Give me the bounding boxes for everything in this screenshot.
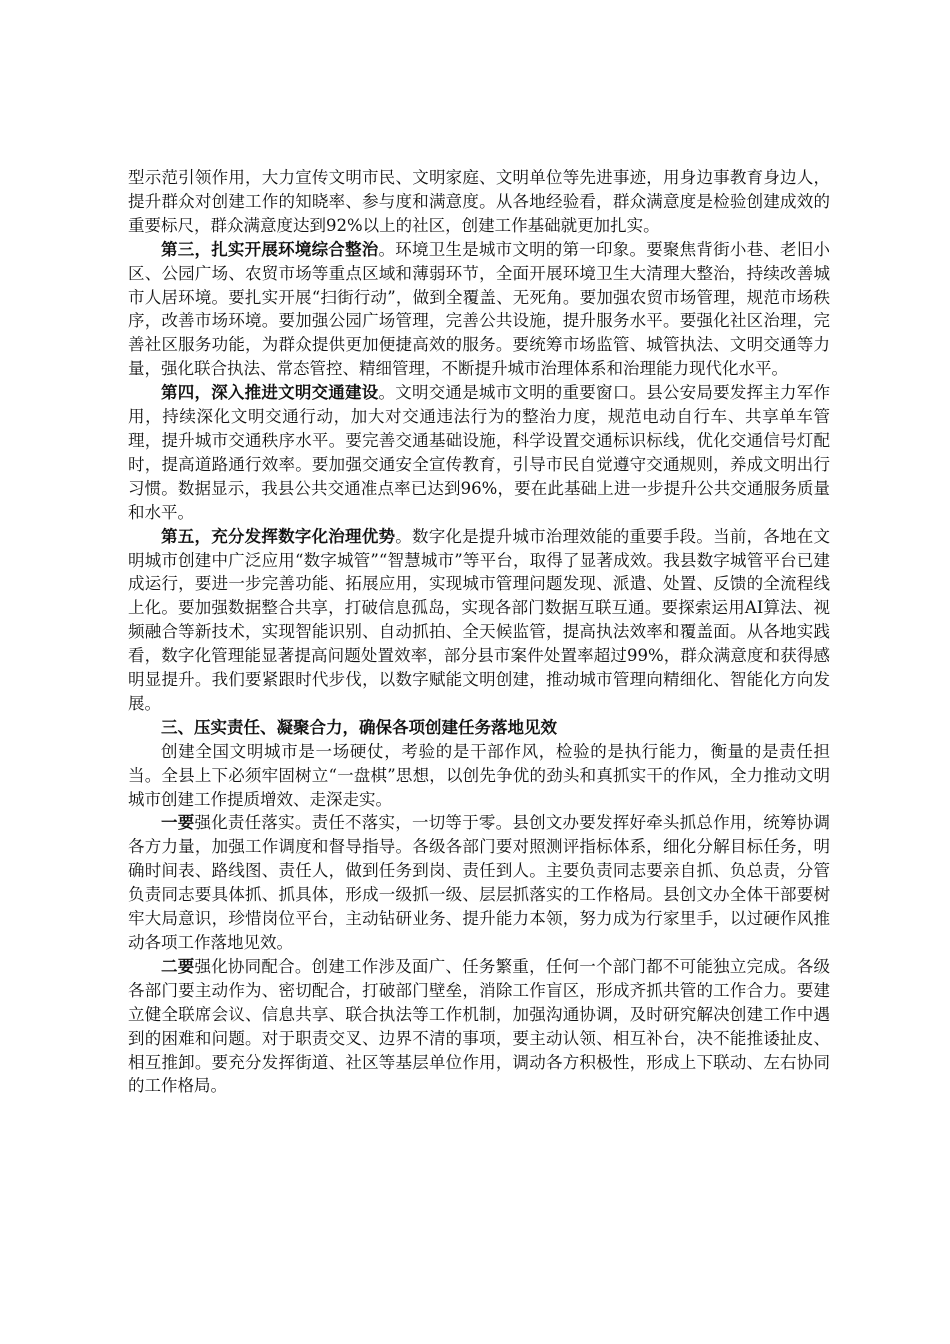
paragraph-lead: 第四，深入推进文明交通建设 bbox=[161, 383, 379, 403]
paragraph-lead: 二要 bbox=[161, 956, 195, 976]
paragraph-text: 型示范引领作用，大力宣传文明市民、文明家庭、文明单位等先进事迹，用身边事教育身边人，提升群众对创建工作的知晓率、参与度和满意度。从各地经验看，群众满意度是检验创建成效的重要标尺，群众满意度达到92%以上的社区，创建工作基础就更加扎实。 bbox=[128, 168, 830, 235]
paragraph-lead: 第五，充分发挥数字化治理优势 bbox=[161, 526, 396, 546]
paragraph-text: 强化协同配合。创建工作涉及面广、任务繁重，任何一个部门都不可能独立完成。各级各部门要主动作为、密切配合，打破部门壁垒，消除工作盲区，形成齐抓共管的工作合力。要建立健全联席会议、信息共享、联合执法等工作机制，加强沟通协调，及时研究解决创建工作中遇到的困难和问题。对于职责交叉、边界不清的事项，要主动认领、相互补台，决不能推诿扯皮、相互推卸。要充分发挥街道、社区等基层单位作用，调动各方积极性，形成上下联动、左右协同的工作格局。 bbox=[128, 956, 831, 1096]
paragraph-text: 。数字化是提升城市治理效能的重要手段。当前，各地在文明城市创建中广泛应用“数字城管”“智慧城市”等平台，取得了显著成效。我县数字城管平台已建成运行，要进一步完善功能、拓展应用，实现城市管理问题发现、派遣、处置、反馈的全流程线上化。要加强数据整合共享，打破信息孤岛，实现各部门数据互联互通。要探索运用AI算法、视频融合等新技术，实现智能识别、自动抓拍、全天候监管，提高执法效率和覆盖面。从各地实践看，数字化管理能显著提高问题处置效率，部分县市案件处置率超过99%，群众满意度和获得感明显提升。我们要紧跟时代步伐，以数字赋能文明创建，推动城市管理向精细化、智能化方向发展。 bbox=[128, 526, 831, 713]
paragraph-traffic bbox=[128, 381, 830, 524]
paragraph-responsibility bbox=[128, 811, 830, 954]
paragraph-digital bbox=[128, 525, 830, 716]
paragraph-coordination bbox=[128, 955, 830, 1098]
document-page bbox=[128, 166, 830, 1098]
paragraph-intro bbox=[128, 740, 830, 812]
paragraph-continuation bbox=[128, 166, 830, 238]
paragraph-lead: 第三，扎实开展环境综合整治 bbox=[161, 239, 379, 259]
paragraph-environment bbox=[128, 238, 830, 381]
paragraph-text: 创建全国文明城市是一场硬仗，考验的是干部作风，检验的是执行能力，衡量的是责任担当。全县上下必须牢固树立“一盘棋”思想，以创先争优的劲头和真抓实干的作风，全力推动文明城市创建工作提质增效、走深走实。 bbox=[128, 741, 830, 809]
paragraph-lead: 一要 bbox=[161, 813, 195, 833]
paragraph-text: 。环境卫生是城市文明的第一印象。要聚焦背街小巷、老旧小区、公园广场、农贸市场等重点区域和薄弱环节，全面开展环境卫生大清理大整治，持续改善城市人居环境。要扎实开展“扫街行动”，做到全覆盖、无死角。要加强农贸市场管理，规范市场秩序，改善市场环境。要加强公园广场管理，完善公共设施，提升服务水平。要强化社区治理，完善社区服务功能，为群众提供更加便捷高效的服务。要统筹市场监管、城管执法、文明交通等力量，强化联合执法、常态管控、精细管理，不断提升城市治理体系和治理能力现代化水平。 bbox=[128, 239, 831, 379]
paragraph-text: 。文明交通是城市文明的重要窗口。县公安局要发挥主力军作用，持续深化文明交通行动，加大对交通违法行为的整治力度，规范电动自行车、共享单车管理，提升城市交通秩序水平。要完善交通基础设施，科学设置交通标识标线，优化交通信号灯配时，提高道路通行效率。要加强交通安全宣传教育，引导市民自觉遵守交通规则，养成文明出行习惯。数据显示，我县公共交通准点率已达到96%，要在此基础上进一步提升公共交通服务质量和水平。 bbox=[128, 383, 831, 522]
section-heading: 三、压实责任、凝聚合力，确保各项创建任务落地见效 bbox=[161, 717, 557, 737]
paragraph-text: 强化责任落实。责任不落实，一切等于零。县创文办要发挥好牵头抓总作用，统筹协调各方力量，加强工作调度和督导指导。各级各部门要对照测评指标体系，细化分解目标任务，明确时间表、路线图、责任人，做到任务到岗、责任到人。主要负责同志要亲自抓、负总责，分管负责同志要具体抓、抓具体，形成一级抓一级、层层抓落实的工作格局。县创文办全体干部要树牢大局意识，珍惜岗位平台，主动钻研业务、提升能力本领，努力成为行家里手，以过硬作风推动各项工作落地见效。 bbox=[128, 813, 831, 952]
